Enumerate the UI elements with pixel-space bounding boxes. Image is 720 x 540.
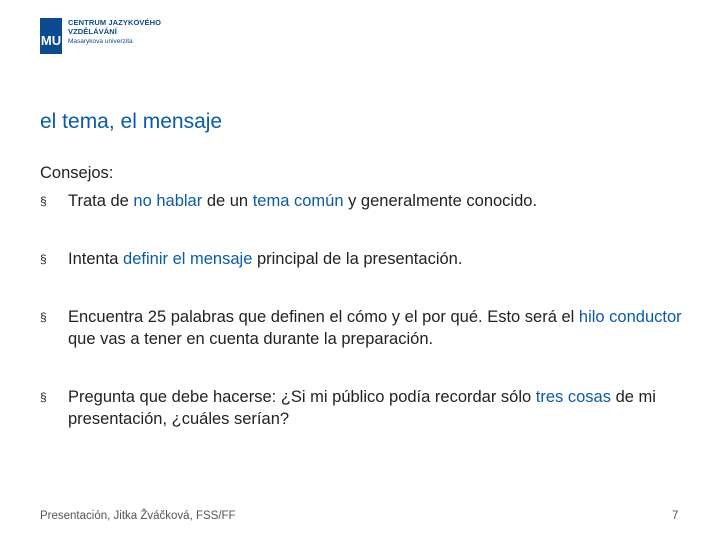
- bullet-text: [68, 388, 656, 428]
- footer-text: Presentación, Jitka Žváčková, FSS/FF: [40, 510, 236, 522]
- bullet-item: [40, 190, 690, 212]
- logo-line-1: CENTRUM JAZYKOVÉHO: [68, 18, 162, 27]
- bullet-marker: §: [40, 390, 47, 404]
- logo-line-2: VZDĚLÁVÁNÍ: [68, 27, 117, 36]
- highlighted-phrase: tres cosas: [535, 388, 611, 406]
- slide-title: el tema, el mensaje: [40, 110, 223, 133]
- bullet-item: [40, 386, 690, 430]
- page-number: 7: [672, 510, 679, 522]
- logo-text: [68, 18, 161, 47]
- text-segment: que vas a tener en cuenta durante la preparación.: [68, 330, 434, 348]
- text-segment: de mi presentación, ¿cuáles serían?: [68, 388, 656, 428]
- text-segment: de un: [202, 192, 253, 210]
- mu-logo-mark: MU: [40, 18, 62, 54]
- bullet-item: [40, 306, 690, 350]
- bullet-marker: §: [40, 310, 47, 324]
- highlighted-phrase: tema común: [252, 192, 344, 210]
- bullet-text: [68, 192, 537, 210]
- bullet-list: [40, 188, 690, 430]
- text-segment: Trata de: [68, 192, 134, 210]
- highlighted-phrase: hilo conductor: [578, 308, 682, 326]
- highlighted-phrase: definir el mensaje: [123, 250, 253, 268]
- bullet-marker: §: [40, 252, 47, 266]
- university-logo: [40, 18, 161, 54]
- intro-text: Consejos:: [40, 164, 114, 182]
- bullet-text: [68, 250, 462, 268]
- text-segment: Pregunta que debe hacerse: ¿Si mi público podía recordar sólo: [68, 388, 536, 406]
- text-segment: Intenta: [68, 250, 124, 268]
- bullet-text: [68, 308, 682, 348]
- logo-subtitle: Masarykova univerzita: [68, 38, 133, 45]
- bullet-item: [40, 248, 690, 270]
- text-segment: y generalmente conocido.: [343, 192, 538, 210]
- text-segment: Encuentra 25 palabras que definen el cómo y el por qué. Esto será el: [68, 308, 579, 326]
- text-segment: principal de la presentación.: [252, 250, 463, 268]
- highlighted-phrase: no hablar: [133, 192, 203, 210]
- bullet-marker: §: [40, 194, 47, 208]
